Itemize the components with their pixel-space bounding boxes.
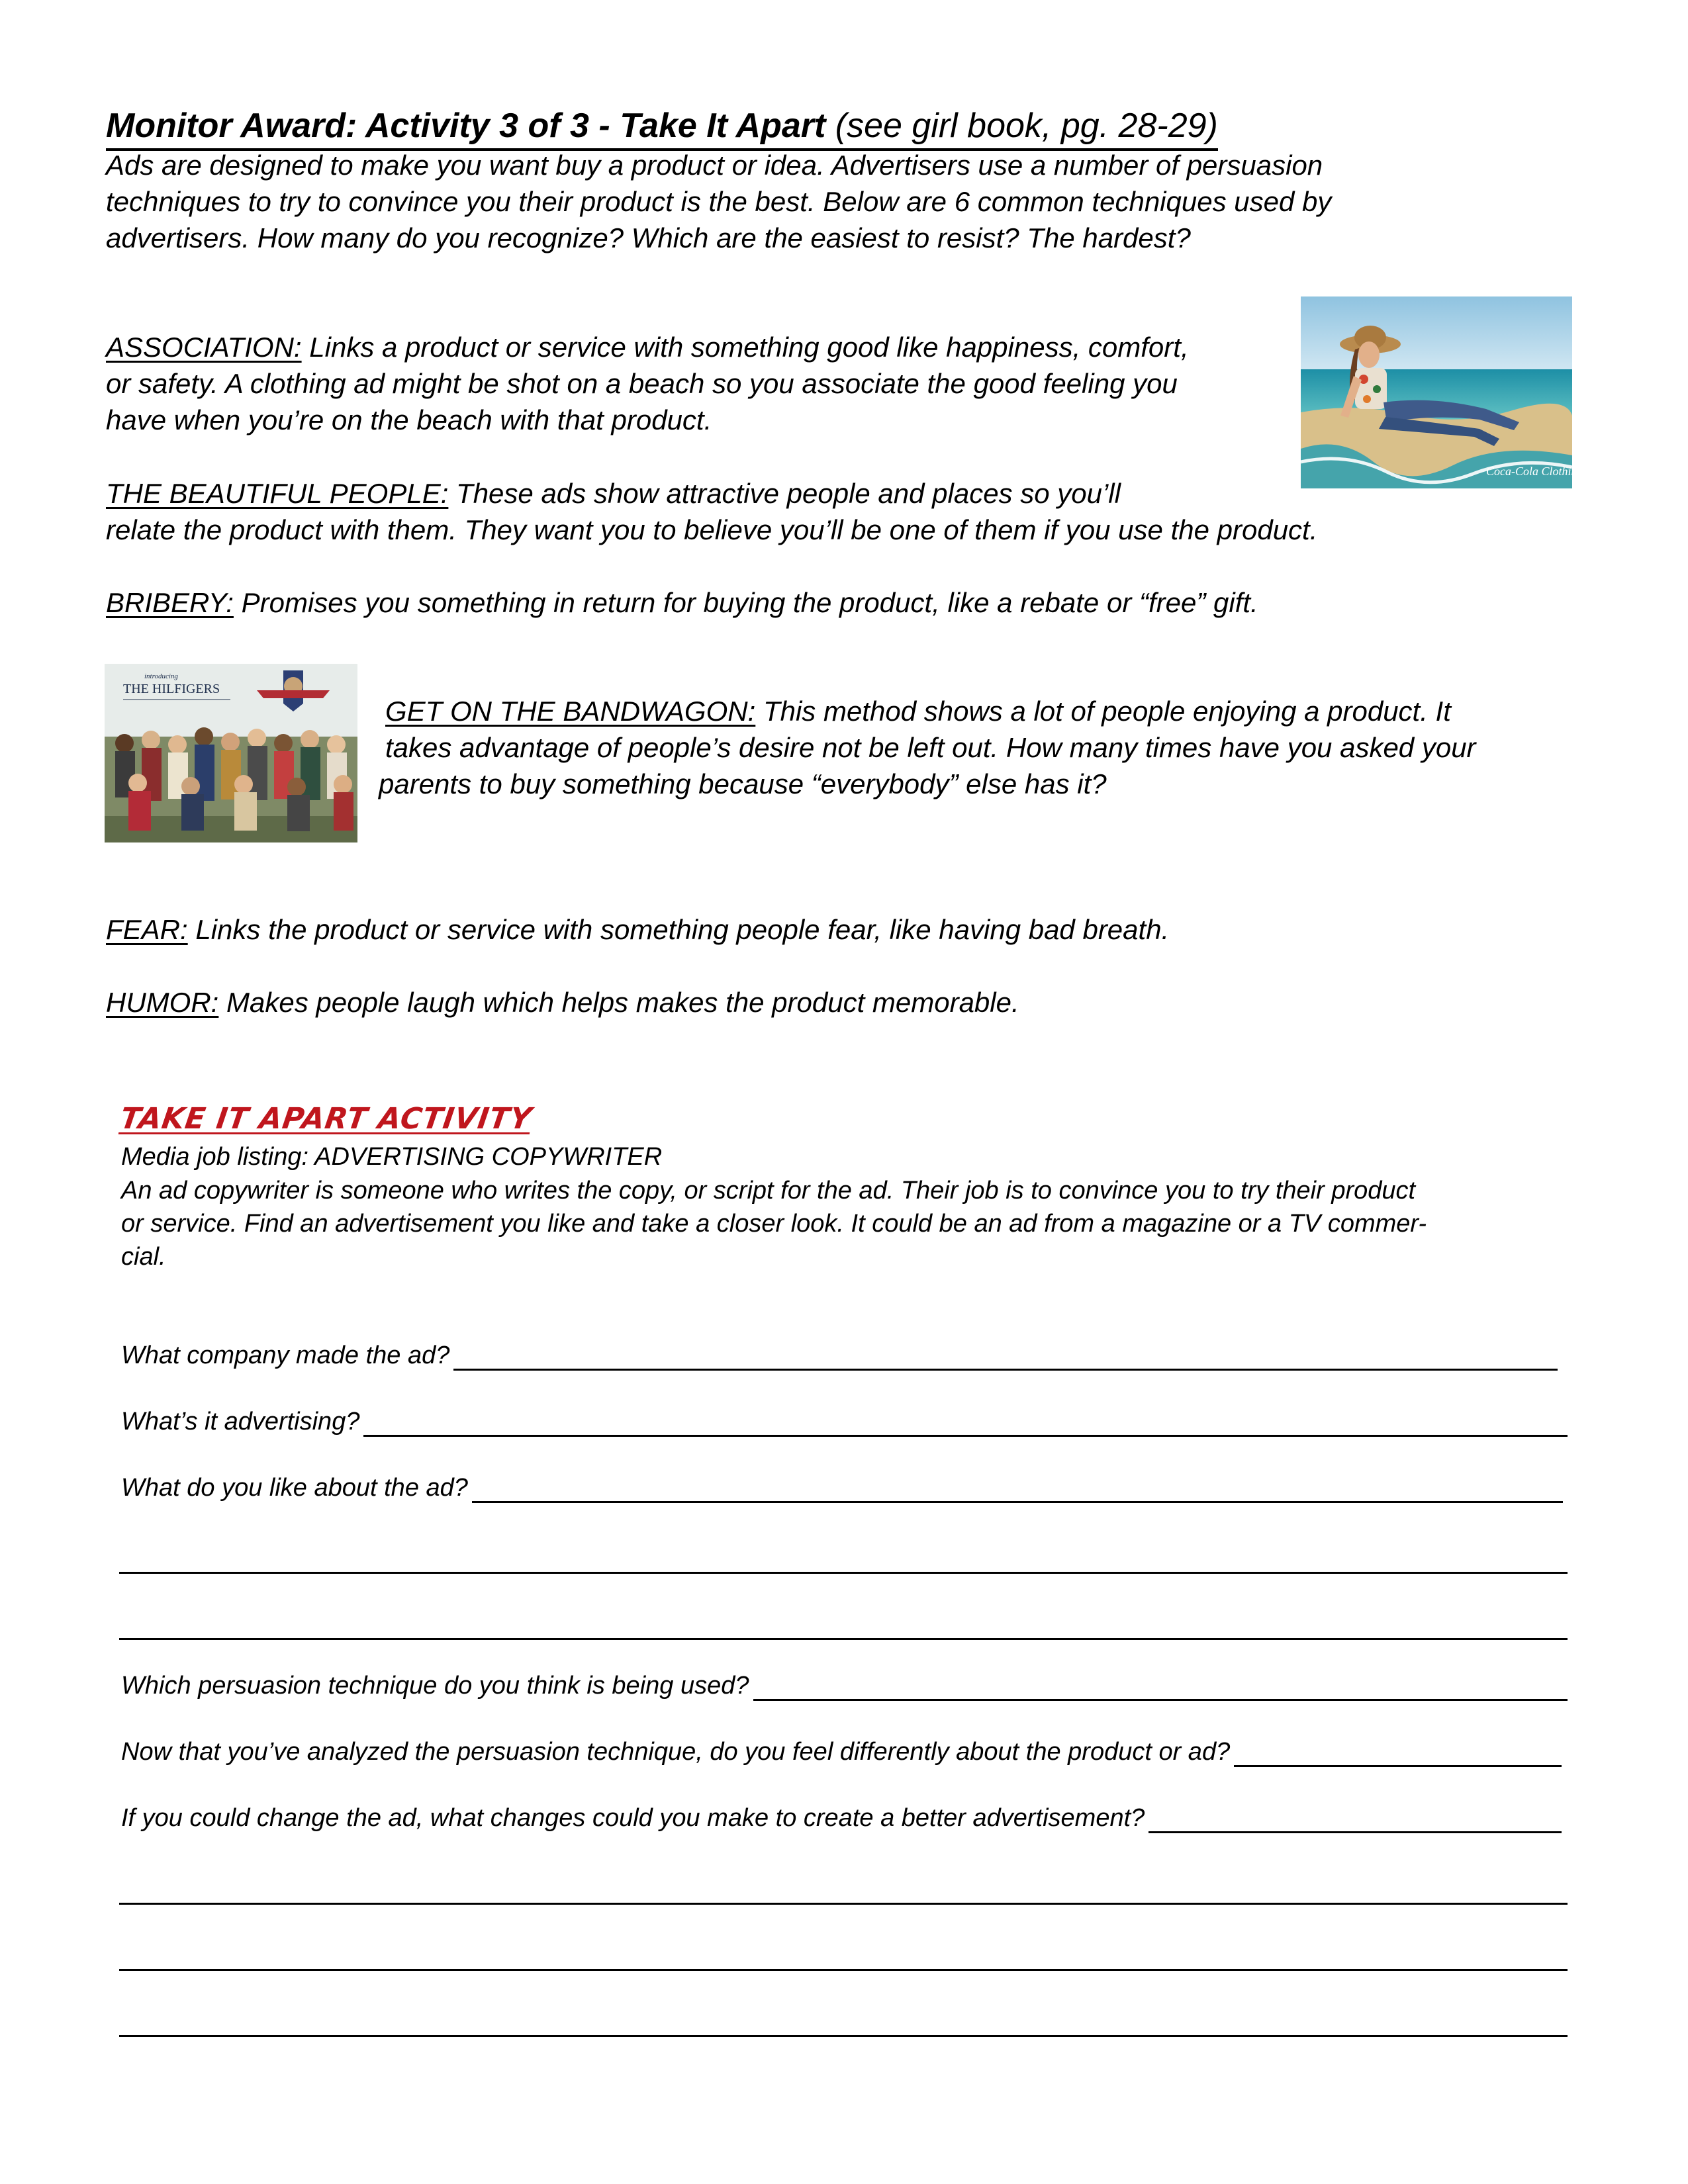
association-text-1: Links a product or service with something good like happiness, comfort, (301, 332, 1189, 363)
title-reference: (see girl book, pg. 28-29) (835, 107, 1218, 145)
answer-line-feel-differently[interactable] (1234, 1740, 1562, 1767)
group-ad-title: THE HILFIGERS (123, 682, 220, 696)
beautiful-text-2: relate the product with them. They want you to believe you’ll be one of them if you use the product. (106, 514, 1318, 545)
job-description-line-2: or service. Find an advertisement you like and take a closer look. It could be an ad from a magazine or a TV commer- (121, 1210, 1427, 1238)
humor-term: HUMOR: (106, 987, 219, 1018)
answer-line-change-ad-3[interactable] (119, 1969, 1568, 1971)
question-company-label: What company made the ad? (121, 1342, 450, 1369)
answer-line-change-ad[interactable] (1149, 1806, 1562, 1833)
job-description (121, 1174, 1564, 1273)
bribery-term: BRIBERY: (106, 587, 234, 618)
bandwagon-text-1: This method shows a lot of people enjoying a product. It (755, 696, 1451, 727)
bribery-text-1: Promises you something in return for buying the product, like a rebate or “free” gift. (233, 587, 1258, 618)
question-feel-differently (121, 1737, 1562, 1767)
title-underline (106, 105, 1218, 151)
job-listing: Media job listing: ADVERTISING COPYWRITER (121, 1143, 663, 1171)
technique-beautiful-people (106, 475, 1317, 548)
fear-text-1: Links the product or service with something people fear, like having bad breath. (187, 914, 1170, 945)
humor-text-1: Makes people laugh which helps makes the product memorable. (218, 987, 1019, 1018)
association-term: ASSOCIATION: (106, 332, 302, 363)
page-title (106, 105, 1218, 151)
answer-line-like-2[interactable] (119, 1572, 1568, 1574)
question-like-label: What do you like about the ad? (121, 1474, 468, 1502)
association-text-3: have when you’re on the beach with that product. (106, 404, 712, 435)
bandwagon-text-2: takes advantage of people’s desire not be left out. How many times have you asked your (385, 732, 1476, 763)
technique-humor (106, 984, 1019, 1021)
answer-line-like-3[interactable] (119, 1638, 1568, 1640)
beautiful-term: THE BEAUTIFUL PEOPLE: (106, 478, 449, 509)
activity-heading: TAKE IT APART ACTIVITY (118, 1102, 534, 1136)
intro-paragraph (106, 147, 1496, 256)
question-feel-differently-label: Now that you’ve analyzed the persuasion technique, do you feel differently about the product or ad? (121, 1738, 1231, 1766)
answer-line-change-ad-4[interactable] (119, 2035, 1568, 2037)
question-technique-label: Which persuasion technique do you think is being used? (121, 1672, 749, 1700)
bandwagon-term: GET ON THE BANDWAGON: (385, 696, 756, 727)
intro-line-3: advertisers. How many do you recognize? Which are the easiest to resist? The hardest? (106, 222, 1191, 253)
technique-fear (106, 911, 1169, 948)
question-like (121, 1473, 1563, 1503)
question-technique (121, 1670, 1568, 1701)
beautiful-text-1: These ads show attractive people and places so you’ll (448, 478, 1121, 509)
beach-ad-brand: Coca-Cola Clothing (1486, 465, 1583, 478)
association-text-2: or safety. A clothing ad might be shot on a beach so you associate the good feeling you (106, 368, 1178, 399)
title-main: Monitor Award: Activity 3 of 3 - Take It Apart (106, 107, 826, 145)
fear-term: FEAR: (106, 914, 188, 945)
answer-line-advertising[interactable] (363, 1410, 1568, 1437)
question-company (121, 1340, 1558, 1371)
intro-line-1: Ads are designed to make you want buy a product or idea. Advertisers use a number of persuasion (106, 150, 1323, 181)
beach-ad-photo (1301, 296, 1583, 488)
job-description-line-3: cial. (121, 1243, 166, 1271)
answer-line-technique[interactable] (753, 1674, 1568, 1701)
question-advertising (121, 1406, 1568, 1437)
group-ad-small-title: introducing (144, 672, 178, 680)
group-ad-photo (105, 664, 357, 842)
bandwagon-text-3: parents to buy something because “everybody” else has it? (379, 768, 1107, 799)
question-change-ad (121, 1803, 1562, 1833)
job-description-line-1: An ad copywriter is someone who writes the copy, or script for the ad. Their job is to convince you to try their product (121, 1177, 1416, 1205)
intro-line-2: techniques to try to convince you their product is the best. Below are 6 common techniques used by (106, 186, 1332, 217)
technique-bandwagon (379, 693, 1476, 802)
answer-line-change-ad-2[interactable] (119, 1903, 1568, 1905)
question-change-ad-label: If you could change the ad, what changes could you make to create a better advertisement? (121, 1804, 1145, 1832)
technique-bribery (106, 584, 1258, 621)
question-advertising-label: What’s it advertising? (121, 1408, 360, 1435)
answer-line-company[interactable] (453, 1343, 1558, 1371)
answer-line-like[interactable] (472, 1476, 1563, 1503)
technique-association (106, 329, 1189, 438)
